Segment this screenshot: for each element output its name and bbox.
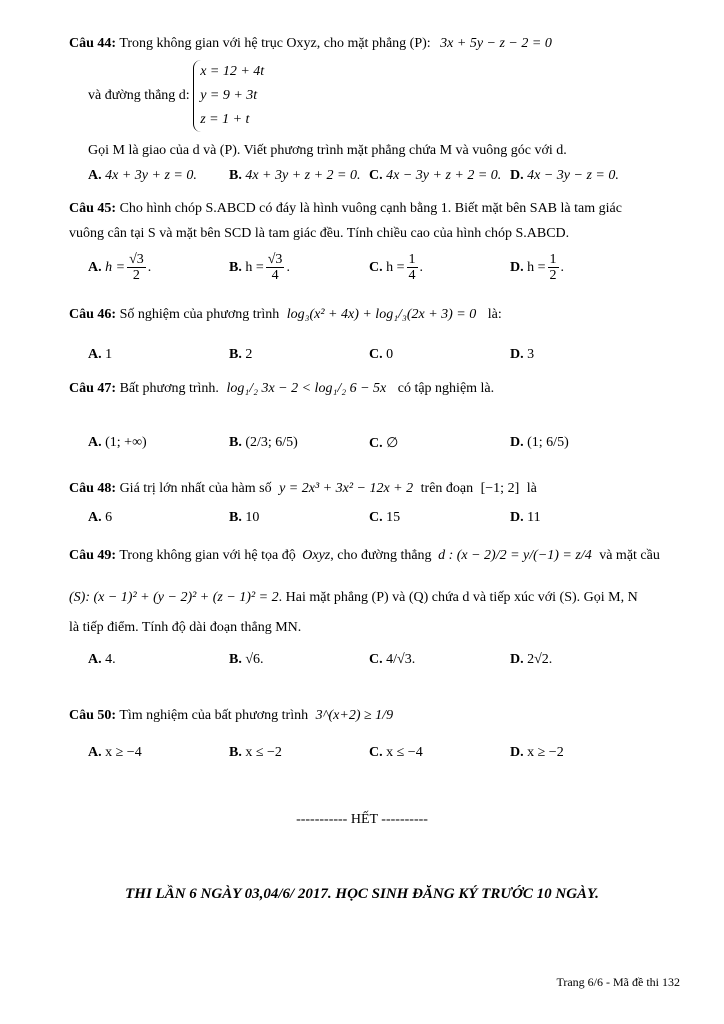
- option-c[interactable]: [369, 168, 501, 184]
- option-value: 4/√3.: [386, 652, 416, 667]
- end-mark: ----------- HẾT ----------: [296, 812, 428, 827]
- question-label: Câu 49:: [69, 548, 117, 563]
- question-label: Câu 45:: [69, 201, 117, 216]
- question-49-header: [69, 548, 660, 564]
- option-a[interactable]: [88, 168, 197, 184]
- option-a[interactable]: [88, 435, 147, 451]
- question-text: là tiếp điểm. Tính độ dài đoạn thẳng MN.: [69, 620, 302, 635]
- option-a[interactable]: [88, 510, 112, 526]
- option-key: D.: [510, 745, 524, 760]
- inequality: 3^(x+2) ≥ 1/9: [315, 708, 394, 723]
- option-value: 1: [105, 347, 113, 362]
- option-key: B.: [229, 260, 242, 276]
- option-suffix: .: [286, 260, 290, 276]
- question-44-header: [69, 36, 552, 52]
- option-key: B.: [229, 510, 242, 525]
- question-label: Câu 46:: [69, 307, 117, 322]
- option-d[interactable]: [510, 652, 552, 668]
- question-45-header: [69, 201, 622, 217]
- option-a[interactable]: [88, 252, 151, 284]
- option-value: 15: [386, 510, 401, 525]
- option-b[interactable]: [229, 347, 252, 363]
- equation-system: [193, 60, 264, 132]
- option-value: 3: [527, 347, 535, 362]
- question-tail: là: [526, 481, 537, 496]
- question-label: Câu 48:: [69, 481, 117, 496]
- option-value: (1; +∞): [105, 435, 147, 450]
- option-value: 6: [105, 510, 113, 525]
- option-c[interactable]: [369, 347, 393, 363]
- option-key: D.: [510, 510, 524, 525]
- option-key: B.: [229, 435, 242, 450]
- fraction-numerator: 1: [408, 252, 416, 267]
- system-row: y = 9 + 3t: [200, 88, 258, 103]
- option-prefix: h =: [527, 260, 546, 276]
- option-value: 4x − 3y − z = 0.: [527, 168, 619, 183]
- fraction-numerator: √3: [129, 252, 144, 267]
- option-d[interactable]: [510, 435, 569, 451]
- fraction-denominator: 2: [132, 268, 140, 284]
- system-row: z = 1 + t: [200, 112, 250, 127]
- option-key: A.: [88, 260, 102, 276]
- option-d[interactable]: [510, 347, 534, 363]
- option-value: 4x + 3y + z + 2 = 0.: [245, 168, 361, 183]
- option-b[interactable]: [229, 435, 298, 451]
- option-key: C.: [369, 260, 383, 276]
- option-key: C.: [369, 510, 383, 525]
- function-equation: y = 2x³ + 3x² − 12x + 2: [279, 481, 414, 496]
- fraction-denominator: 2: [549, 268, 557, 284]
- question-tail: có tập nghiệm là.: [397, 381, 495, 396]
- option-key: B.: [229, 745, 242, 760]
- option-key: D.: [510, 435, 524, 450]
- question-tail: là:: [487, 307, 502, 322]
- question-label: Câu 47:: [69, 381, 117, 396]
- question-text: Bất phương trình.: [119, 381, 219, 396]
- option-value: 0: [386, 347, 394, 362]
- option-key: A.: [88, 347, 102, 362]
- option-value: √6.: [245, 652, 264, 667]
- question-text: và mặt cầu: [599, 548, 660, 563]
- option-key: B.: [229, 168, 242, 183]
- option-b[interactable]: [229, 652, 264, 668]
- option-value: (2/3; 6/5): [245, 435, 298, 450]
- option-value: 11: [527, 510, 541, 525]
- fraction-numerator: √3: [267, 252, 283, 267]
- line-intro: và đường thẳng d:: [88, 88, 190, 103]
- option-key: A.: [88, 745, 102, 760]
- option-suffix: .: [560, 260, 565, 276]
- option-key: A.: [88, 435, 102, 450]
- option-d[interactable]: [510, 745, 564, 761]
- question-text: Cho hình chóp S.ABCD có đáy là hình vuông cạnh bằng 1. Biết mặt bên SAB là tam giác: [119, 201, 622, 216]
- coordinate-system: Oxyz: [302, 548, 331, 563]
- option-b[interactable]: [229, 168, 361, 184]
- option-value: x ≤ −4: [386, 745, 423, 760]
- option-key: A.: [88, 652, 102, 667]
- option-d[interactable]: [510, 252, 564, 284]
- option-key: C.: [369, 436, 383, 451]
- option-b[interactable]: [229, 745, 282, 761]
- option-value: 4x − 3y + z + 2 = 0.: [386, 168, 502, 183]
- option-prefix: h =: [105, 260, 126, 276]
- question-label: Câu 44:: [69, 36, 117, 51]
- option-b[interactable]: [229, 510, 259, 526]
- option-a[interactable]: [88, 652, 116, 668]
- interval: [−1; 2]: [480, 481, 520, 496]
- option-value: ∅: [386, 436, 399, 451]
- option-key: B.: [229, 347, 242, 362]
- option-a[interactable]: [88, 745, 142, 761]
- option-key: D.: [510, 347, 524, 362]
- system-row: x = 12 + 4t: [200, 64, 265, 79]
- plane-equation: 3x + 5y − z − 2 = 0: [440, 36, 552, 51]
- option-c[interactable]: [369, 435, 398, 452]
- option-key: A.: [88, 168, 102, 183]
- question-text: vuông cân tại S và mặt bên SCD là tam giác đều. Tính chiều cao của hình chóp S.ABCD.: [69, 226, 570, 241]
- option-value: 10: [245, 510, 260, 525]
- question-text: Số nghiệm của phương trình: [119, 307, 280, 322]
- question-text: Trong không gian với hệ tọa độ: [119, 548, 296, 563]
- sphere-equation: (S): (x − 1)² + (y − 2)² + (z − 1)² = 2: [69, 590, 279, 605]
- fraction-numerator: 1: [549, 252, 557, 267]
- option-key: A.: [88, 510, 102, 525]
- option-d[interactable]: [510, 510, 541, 526]
- question-50-header: [69, 708, 393, 724]
- question-text: , cho đường thẳng: [330, 548, 432, 563]
- option-c[interactable]: [369, 510, 400, 526]
- question-47-header: [69, 381, 494, 397]
- fraction-denominator: 4: [271, 268, 279, 284]
- question-49-line2: [69, 590, 638, 606]
- exam-announcement: THI LẦN 6 NGÀY 03,04/6/ 2017. HỌC SINH ĐĂNG KÝ TRƯỚC 10 NGÀY.: [125, 886, 599, 902]
- question-text: Gọi M là giao của d và (P). Viết phương trình mặt phẳng chứa M và vuông góc với d.: [88, 143, 567, 158]
- option-key: C.: [369, 168, 383, 183]
- option-key: B.: [229, 652, 242, 667]
- option-suffix: .: [147, 260, 152, 276]
- option-value: x ≥ −4: [105, 745, 142, 760]
- fraction-denominator: 4: [408, 268, 416, 284]
- option-value: x ≤ −2: [245, 745, 282, 760]
- option-key: D.: [510, 652, 524, 667]
- equation: log₁/₂ 3x − 2 < log₁/₂ 6 − 5x: [226, 381, 387, 396]
- equation: log₃(x² + 4x) + log₁/₃(2x + 3) = 0: [286, 307, 477, 322]
- option-key: D.: [510, 168, 524, 183]
- page-footer: Trang 6/6 - Mã đề thi 132: [556, 975, 680, 989]
- option-c[interactable]: [369, 252, 423, 284]
- option-key: C.: [369, 347, 383, 362]
- question-text: Tìm nghiệm của bất phương trình: [119, 708, 309, 723]
- option-value: x ≥ −2: [527, 745, 564, 760]
- option-key: D.: [510, 260, 524, 276]
- question-48-header: [69, 481, 537, 497]
- option-value: 4.: [105, 652, 116, 667]
- question-46-header: [69, 307, 502, 323]
- question-text: trên đoạn: [420, 481, 474, 496]
- option-key: C.: [369, 652, 383, 667]
- line-system: [88, 60, 264, 132]
- option-b[interactable]: [229, 252, 290, 284]
- option-d[interactable]: [510, 168, 619, 184]
- option-c[interactable]: [369, 652, 415, 668]
- option-value: (1; 6/5): [527, 435, 569, 450]
- option-c[interactable]: [369, 745, 423, 761]
- option-prefix: h =: [245, 260, 264, 276]
- question-text: Trong không gian với hệ trục Oxyz, cho mặt phẳng (P):: [119, 36, 431, 51]
- option-value: 2√2.: [527, 652, 553, 667]
- question-text: . Hai mặt phẳng (P) và (Q) chứa d và tiếp xúc với (S). Gọi M, N: [278, 590, 638, 605]
- question-label: Câu 50:: [69, 708, 117, 723]
- option-suffix: .: [419, 260, 424, 276]
- option-value: 4x + 3y + z = 0.: [105, 168, 197, 183]
- option-key: C.: [369, 745, 383, 760]
- question-text: Giá trị lớn nhất của hàm số: [119, 481, 272, 496]
- line-equation: d : (x − 2)/2 = y/(−1) = z/4: [438, 548, 592, 563]
- option-prefix: h =: [386, 260, 405, 276]
- option-a[interactable]: [88, 347, 112, 363]
- option-value: 2: [245, 347, 253, 362]
